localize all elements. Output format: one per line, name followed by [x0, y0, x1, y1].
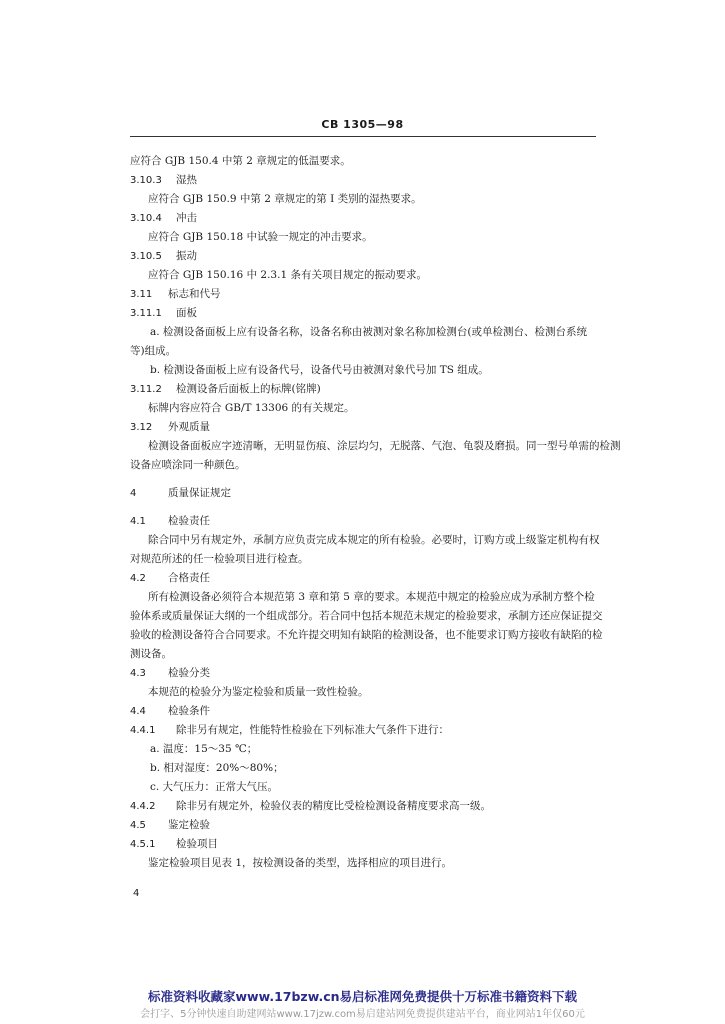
line-text: 应符合 GJB 150.16 中 2.3.1 条有关项目规定的振动要求。 [148, 269, 427, 281]
line-text: 检测设备面板应字迹清晰，无明显伤痕、涂层均匀，无脱落、气泡、龟裂及磨损。同一型号单需的检测 [148, 440, 621, 452]
text-line [130, 266, 600, 285]
clause-heading [130, 171, 600, 190]
line-text: 检验责任 [168, 515, 210, 527]
line-text: 应符合 GJB 150.4 中第 2 章规定的低温要求。 [130, 155, 351, 167]
header-divider [130, 136, 596, 137]
clause-number: 3.10.3 [130, 175, 162, 186]
clause-number: 4.3 [130, 668, 146, 679]
clause-number: 3.11.1 [130, 308, 162, 319]
text-line [130, 683, 600, 702]
list-item [130, 740, 600, 759]
line-text: 面板 [176, 307, 197, 319]
line-text: 所有检测设备必须符合本规范第 3 章和第 5 章的要求。本规范中规定的检验应成为承制方整个检 [148, 591, 595, 603]
clause-number: 4.5.1 [130, 839, 156, 850]
page-number: 4 [133, 888, 140, 899]
line-text: 检测设备后面板上的标牌(铭牌) [176, 383, 321, 395]
clause-heading [130, 209, 600, 228]
line-text: b. 检测设备面板上应有设备代号，设备代号由被测对象代号加 TS 组成。 [150, 364, 489, 376]
clause-number: 4.4.1 [130, 725, 156, 736]
list-item [130, 759, 600, 778]
line-text: 验体系或质量保证大纲的一个组成部分。若合同中包括本规范未规定的检验要求，承制方还应保证提交 [130, 610, 603, 622]
line-text: 冲击 [176, 212, 197, 224]
clause-number: 3.10.5 [130, 251, 162, 262]
document-body [130, 152, 621, 873]
paragraph-gap [130, 475, 600, 484]
clause-heading [130, 304, 600, 323]
line-text: 标牌内容应符合 GB/T 13306 的有关规定。 [148, 402, 355, 414]
list-item [130, 361, 600, 380]
list-item [130, 323, 600, 342]
line-text: 验收的检测设备符合合同要求。不允许提交明知有缺陷的检测设备，也不能要求订购方接收有缺陷的检 [130, 629, 603, 641]
text-line [130, 531, 600, 550]
standard-code-header: CB 1305—98 [321, 118, 404, 131]
line-text: a. 温度：15～35 ℃； [150, 743, 258, 755]
line-text: 除非另有规定，性能特性检验在下列标准大气条件下进行： [176, 724, 449, 736]
line-text: c. 大气压力：正常大气压。 [150, 781, 279, 793]
text-line [130, 342, 600, 361]
clause-number: 3.11 [130, 289, 153, 300]
clause-number: 4.4 [130, 706, 146, 717]
line-text: 测设备。 [130, 648, 172, 660]
text-line [130, 607, 603, 626]
text-line [130, 152, 600, 171]
line-text: 除非另有规定外，检验仪表的精度比受检检测设备精度要求高一级。 [176, 800, 491, 812]
line-text: 检验条件 [168, 705, 210, 717]
text-line [130, 399, 600, 418]
clause-number: 3.11.2 [130, 384, 162, 395]
clause-number: 4.4.2 [130, 801, 156, 812]
clause-number: 4 [130, 488, 137, 499]
clause-heading [130, 835, 600, 854]
footer-watermark-line-1: 标准资料收藏家www.17bzw.cn易启标准网免费提供十万标准书籍资料下载 [147, 989, 578, 1004]
line-text: 合格责任 [168, 572, 210, 584]
line-text: 应符合 GJB 150.9 中第 2 章规定的第 I 类别的湿热要求。 [148, 193, 422, 205]
clause-number: 4.5 [130, 820, 146, 831]
text-line [130, 645, 600, 664]
clause-heading [130, 285, 600, 304]
text-line [130, 550, 600, 569]
clause-heading [130, 797, 600, 816]
clause-heading [130, 569, 600, 588]
text-line [130, 588, 600, 607]
line-text: 检验分类 [168, 667, 210, 679]
line-text: 鉴定检验 [168, 819, 210, 831]
line-text: 外观质量 [168, 421, 210, 433]
text-line [130, 437, 621, 456]
line-text: 振动 [176, 250, 197, 262]
text-line [130, 228, 600, 247]
list-item [130, 778, 600, 797]
clause-heading [130, 816, 600, 835]
line-text: 质量保证规定 [168, 487, 231, 499]
clause-heading [130, 702, 600, 721]
text-line [130, 380, 600, 399]
text-line [130, 626, 603, 645]
line-text: 检验项目 [176, 838, 218, 850]
clause-heading [130, 512, 600, 531]
text-line [130, 456, 600, 475]
line-text: 等)组成。 [130, 345, 177, 357]
clause-number: 3.10.4 [130, 213, 162, 224]
line-text: 对规范所述的任一检验项目进行检查。 [130, 553, 309, 565]
clause-heading [130, 247, 600, 266]
line-text: a. 检测设备面板上应有设备名称，设备名称由被测对象名称加检测台(或单检测台、检测台系统 [150, 326, 588, 338]
line-text: 本规范的检验分为鉴定检验和质量一致性检验。 [148, 686, 369, 698]
text-line [130, 190, 600, 209]
line-text: 标志和代号 [168, 288, 221, 300]
clause-number: 4.1 [130, 516, 146, 527]
text-line [130, 854, 600, 873]
clause-number: 3.12 [130, 422, 153, 433]
clause-heading [130, 721, 600, 740]
clause-number: 4.2 [130, 573, 146, 584]
clause-heading [130, 664, 600, 683]
line-text: 湿热 [176, 174, 197, 186]
line-text: 鉴定检验项目见表 1，按检测设备的类型，选择相应的项目进行。 [148, 857, 453, 869]
paragraph-gap [130, 503, 600, 512]
clause-heading [130, 484, 600, 503]
line-text: 应符合 GJB 150.18 中试验一规定的冲击要求。 [148, 231, 373, 243]
clause-heading [130, 418, 600, 437]
line-text: 除合同中另有规定外，承制方应负责完成本规定的所有检验。必要时，订购方或上级鉴定机构有权 [148, 534, 600, 546]
line-text: 设备应喷涂同一种颜色。 [130, 459, 246, 471]
footer-watermark-line-2: 会打字、5分钟快速自助建网站www.17jzw.com易启建站网免费提供建站平台，商业网站1年仅60元 [140, 1009, 585, 1020]
line-text: b. 相对湿度：20%～80%； [150, 762, 284, 774]
